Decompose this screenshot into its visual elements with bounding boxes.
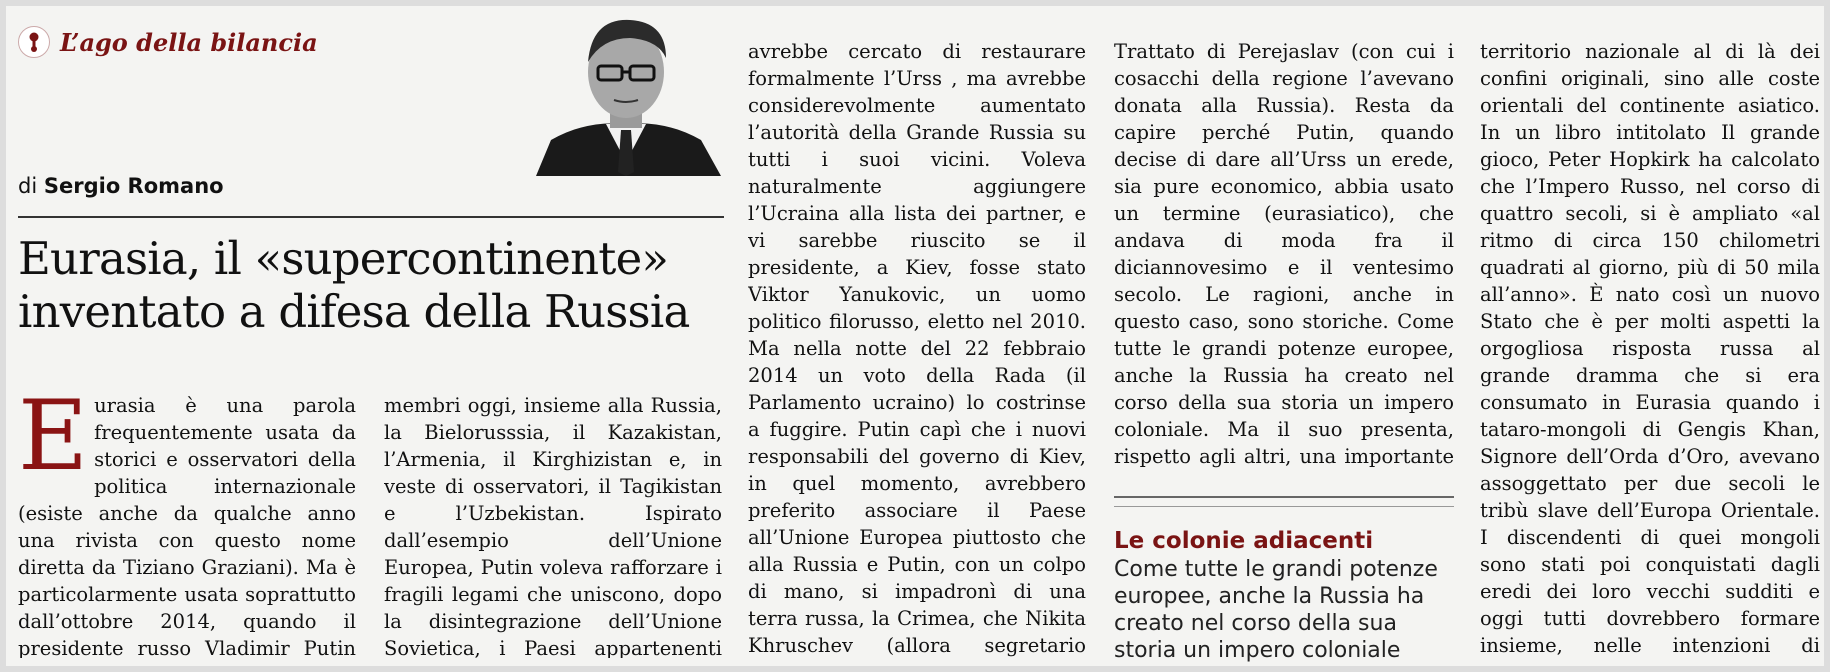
bottom-strip bbox=[6, 666, 1830, 672]
headline-line-2: inventato a difesa della Russia bbox=[18, 285, 690, 338]
scale-needle-icon bbox=[18, 26, 50, 58]
author-portrait bbox=[526, 12, 726, 176]
article-column-5 bbox=[1480, 38, 1820, 660]
author-name: Sergio Romano bbox=[43, 174, 224, 198]
box-rule-inner bbox=[1114, 506, 1454, 507]
box-rule-top bbox=[1114, 496, 1454, 498]
article-column-4-text: Trattato di Perejaslav (con cui i cosacchi della regione l’avevano donata alla Russia). Resta da capire perché Putin, quando decise di dare all’Urss un erede, sia pure economico, abbia usato un termine (eurasiatico), che andava di moda fra il diciannovesimo e il ventesimo secolo. Le ragioni, anche in questo caso, sono storiche. Come tutte le grandi potenze europee, anche la Russia ha creato nel corso della sua storia un impero coloniale. Ma il suo presenta, rispetto agli altri, una importante bbox=[1114, 40, 1454, 468]
article-column-4 bbox=[1114, 38, 1454, 470]
box-text: Come tutte le grandi potenze europee, anche la Russia ha creato nel corso della sua storia un impero coloniale bbox=[1114, 557, 1438, 663]
article-column-2 bbox=[384, 392, 722, 658]
headline-rule bbox=[18, 216, 724, 218]
byline-prefix: di bbox=[18, 174, 38, 198]
article-column-2-text: membri oggi, insieme alla Russia, la Bielorusssia, il Kazakistan, l’Armenia, il Kirghizistan e, in veste di osservatori, il Tagikistan e l’Uzbekistan. Ispirato dall’esempio dell’Unione Europea, Putin voleva rafforzare i fragili legami che uniscono, dopo la disintegrazione dell’Unione Sovietica, i Paesi appartenenti bbox=[384, 394, 722, 658]
box-title: Le colonie adiacenti bbox=[1114, 528, 1374, 554]
article-column-1 bbox=[18, 392, 356, 658]
headline bbox=[18, 232, 738, 338]
drop-cap: E bbox=[18, 392, 89, 492]
rubric-label: L’ago della bilancia bbox=[60, 27, 318, 57]
article-column-1-text: urasia è una parola frequentemente usata da storici e osservatori della politica internazionale (esiste anche da qualche anno una rivista con questo nome diretta da Tiziano Graziani). Ma è particolarmente usata soprattutto dall’ottobre 2014, quando il presidente russo Vladimir Putin bbox=[18, 394, 356, 658]
headline-line-1: Eurasia, il «supercontinente» bbox=[18, 232, 669, 285]
byline bbox=[18, 174, 224, 198]
rubric bbox=[18, 26, 318, 58]
article-column-5-text: territorio nazionale al di là dei confini originali, sino alle coste orientali del continente asiatico. In un libro intitolato Il grande gioco, Peter Hopkirk ha calcolato che l’Impero Russo, nel corso di quattro secoli, si è ampliato «al ritmo di circa 150 chilometri quadrati al giorno, più di 50 mila all’anno». È nato così un nuovo Stato che è per molti aspetti la orgogliosa risposta russa al grande dramma che si era consumato in Eurasia quando i tataro-mongoli di Gengis Khan, Signore dell’Orda d’Oro, avevano assoggettato per due secoli le tribù slave dell’Europa Orientale. I discendenti di quei mongoli sono stati poi conquistati dagli eredi dei loro vecchi sudditi e oggi tutti dovrebbero formare insieme, nelle intenzioni di bbox=[1480, 40, 1820, 657]
article-column-3-text: avrebbe cercato di restaurare formalmente l’Urss , ma avrebbe considerevolmente aumentato l’autorità della Grande Russia su tutti i suoi vicini. Voleva naturalmente aggiungere l’Ucraina alla lista dei partner, e vi sarebbe riuscito se il presidente, a Kiev, fosse stato Viktor Yanukovic, un uomo politico filorusso, eletto nel 2010. Ma nella notte del 22 febbraio 2014 un voto della Rada (il Parlamento ucraino) lo costrinse a fuggire. Putin capì che i nuovi responsabili del governo di Kiev, in quel momento, avrebbero preferito associare il Paese all’Unione Europea piuttosto che alla Russia e Putin, con un colpo di mano, si impadronì di una terra russa, la Crimea, che Nikita Khruschev (allora segretario bbox=[748, 40, 1086, 657]
article-column-3 bbox=[748, 38, 1086, 660]
